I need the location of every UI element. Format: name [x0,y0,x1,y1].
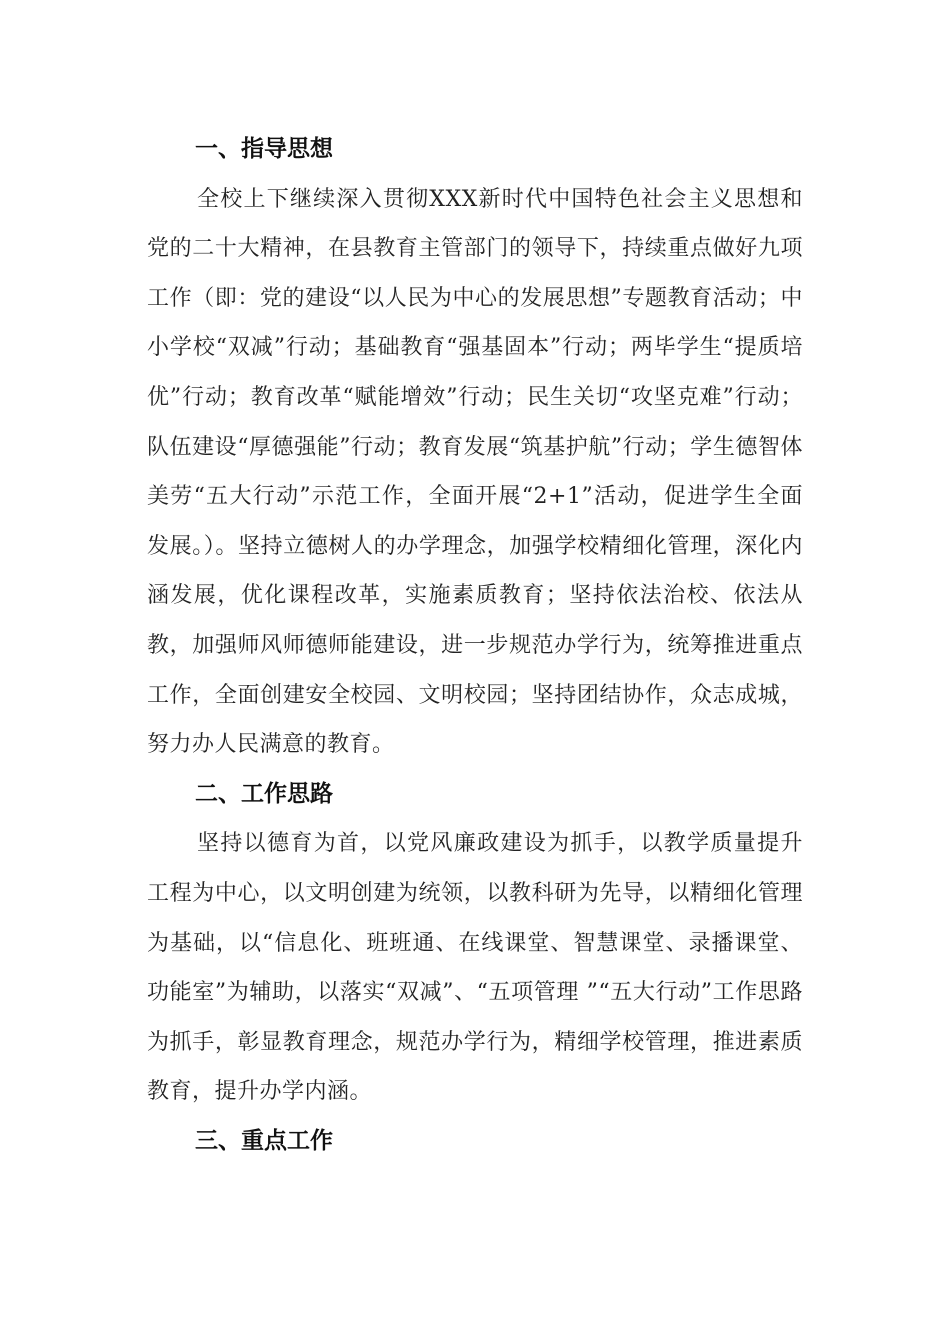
section-paragraph-work-approach: 坚持以德育为首，以党风廉政建设为抓手，以教学质量提升工程为中心，以文明创建为统领，以教科研为先导，以精细化管理为基础，以“信息化、班班通、在线课堂、智慧课堂、录播课堂、功能室”为辅助，以落实“双减”、“五项管理 ”“五大行动”工作思路为抓手，彰显教育理念，规范办学行为，精细学校管理，推进素质教育，提升办学内涵。 [147,831,803,1105]
document-body [147,125,803,1166]
section-paragraph-guiding-ideology: 全校上下继续深入贯彻XXX新时代中国特色社会主义思想和党的二十大精神，在县教育主管部门的领导下，持续重点做好九项工作（即：党的建设“以人民为中心的发展思想”专题教育活动；中小学校“双减”行动；基础教育“强基固本”行动；两毕学生“提质培优”行动；教育改革“赋能增效”行动；民生关切“攻坚克难”行动；队伍建设“厚德强能”行动；教育发展“筑基护航”行动；学生德智体美劳“五大行动”示范工作，全面开展“2+1”活动，促进学生全面发展。）。坚持立德树人的办学理念，加强学校精细化管理，深化内涵发展，优化课程改革，实施素质教育；坚持依法治校、依法从教，加强师风师德师能建设，进一步规范办学行为，统筹推进重点工作，全面创建安全校园、文明校园；坚持团结协作，众志成城，努力办人民满意的教育。 [147,186,803,758]
section-heading-work-approach: 二、工作思路 [195,780,333,807]
section-heading-guiding-ideology: 一、指导思想 [195,136,333,162]
section-heading-key-tasks: 三、重点工作 [195,1127,333,1154]
